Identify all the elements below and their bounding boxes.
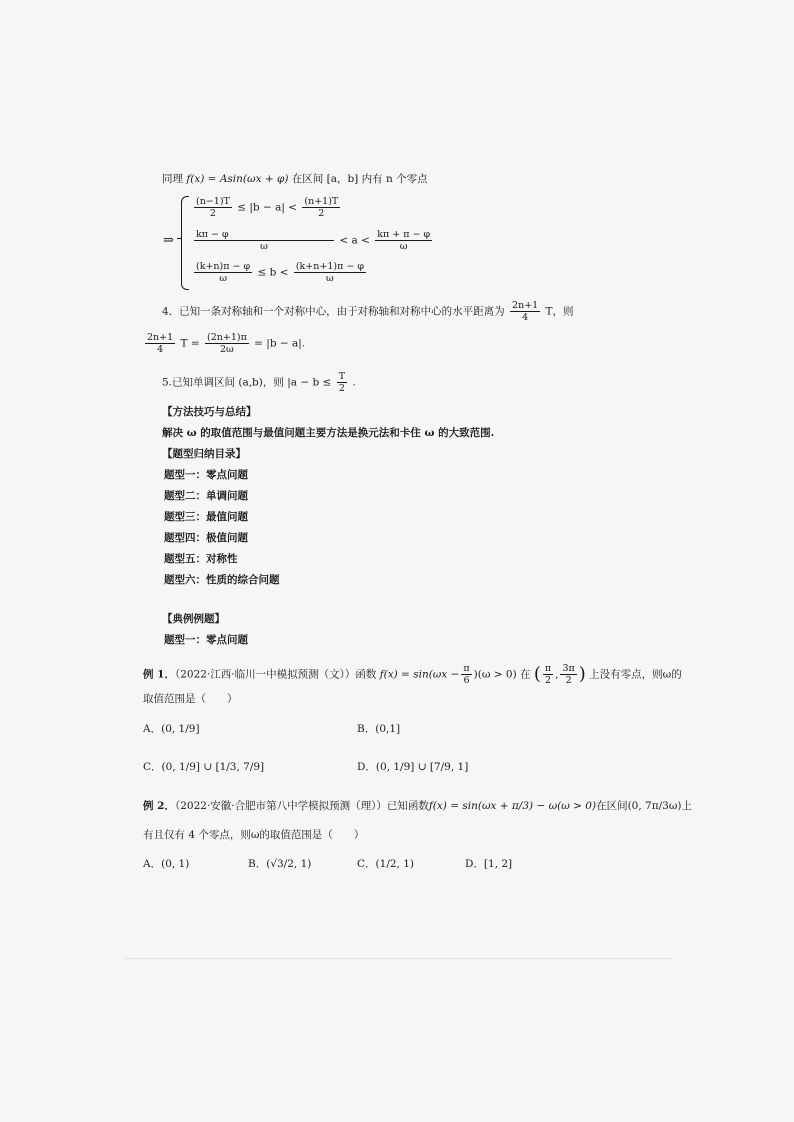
intro-line <box>162 172 428 186</box>
method-body: 解决 ω 的取值范围与最值问题主要方法是换元法和卡住 ω 的大致范围. <box>162 427 495 439</box>
system-row-3: $\frac{(k+n)\pi - \varphi}{\omega}$ ≤ b < $\frac{(k+n+1)\pi - \varphi}{\omega}$ <box>196 261 364 284</box>
intro-interval: [a，b] <box>326 173 359 185</box>
example-2-option-a[interactable]: A．(0, 1) <box>143 858 190 870</box>
example-2-option-d[interactable]: D．[1, 2] <box>465 858 513 870</box>
method-heading: 【方法技巧与总结】 <box>162 406 257 418</box>
example-1-line-1: 例 1．（2022·江西·临川一中模拟预测（文））函数 f(x) = sin(ωx − $\frac{\pi}{6}$ )(ω > 0) 在 ( $\frac{\pi}{2}$ , $\frac{3\pi}{2}$ ) 上没有零点，则ω的 <box>143 663 682 686</box>
page-bottom-rule <box>125 958 673 959</box>
example-2-option-c[interactable]: C．(1/2, 1) <box>357 858 414 870</box>
example-1-option-b[interactable]: B．(0,1] <box>357 723 401 735</box>
example-2-line-1: 例 2．（2022·安徽·合肥市第八中学模拟预测（理））已知函数f(x) = sin(ωx + π/3) − ω(ω > 0)在区间(0, 7π/3ω)上 <box>143 800 692 812</box>
item-5-line: 5.已知单调区间 (a,b)，则 |a − b ≤ $\frac{T}{2}$ . <box>162 371 356 394</box>
implies-arrow: ⇒ <box>163 233 174 248</box>
example-1-option-c[interactable]: C．(0, 1/9] ∪ [1/3, 7/9] <box>143 761 265 773</box>
intro-func: f(x) = Asin(ωx + φ) <box>186 173 289 185</box>
catalog-item-5: 题型五：对称性 <box>164 553 238 565</box>
example-2-line-2: 有且仅有 4 个零点，则ω的取值范围是（ ） <box>143 829 365 841</box>
examples-heading: 【典例例题】 <box>162 613 225 625</box>
item-4-line-2: $\frac{2n+1}{4}$ T = $\frac{(2n+1)\pi}{2\omega}$ = |b − a|. <box>147 332 306 355</box>
example-1-option-a[interactable]: A．(0, 1/9] <box>143 723 200 735</box>
intro-mid: 在区间 <box>291 173 324 185</box>
intro-suffix: 内有 n 个零点 <box>361 173 428 185</box>
system-brace <box>181 196 189 290</box>
catalog-item-6: 题型六：性质的综合问题 <box>164 574 280 586</box>
example-1-line-2: 取值范围是（ ） <box>143 693 238 705</box>
catalog-item-1: 题型一：零点问题 <box>164 469 248 481</box>
example-1-option-d[interactable]: D．(0, 1/9] ∪ [7/9, 1] <box>357 761 469 773</box>
system-row-2: $\frac{k\pi - \varphi}{\omega}$ < a < $\frac{k\pi + \pi - \varphi}{\omega}$ <box>196 229 431 252</box>
catalog-item-3: 题型三：最值问题 <box>164 511 248 523</box>
item-4-line-1: 4．已知一条对称轴和一个对称中心，由于对称轴和对称中心的水平距离为 $\frac{2n+1}{4}$ T，则 <box>162 300 574 323</box>
catalog-item-4: 题型四：极值问题 <box>164 532 248 544</box>
system-row-1: $\frac{(n-1)T}{2}$ ≤ |b − a| < $\frac{(n+1)T}{2}$ <box>196 196 339 219</box>
intro-prefix: 同理 <box>162 173 183 185</box>
catalog-heading: 【题型归纳目录】 <box>162 448 246 460</box>
example-2-option-b[interactable]: B．(√3/2, 1) <box>248 858 312 870</box>
system-brace-tip <box>177 238 182 244</box>
catalog-item-2: 题型二：单调问题 <box>164 490 248 502</box>
examples-type-1: 题型一：零点问题 <box>164 634 248 646</box>
